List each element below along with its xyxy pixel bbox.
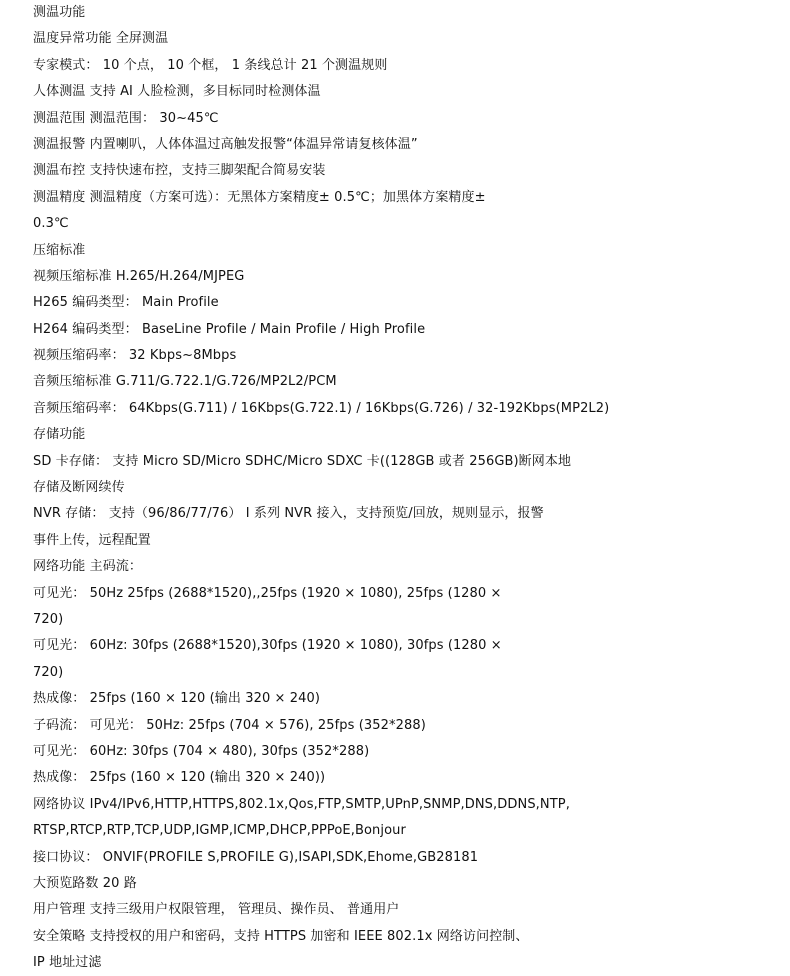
spec-line: 热成像： 25fps (160 × 120 (输出 320 × 240)) [33, 770, 326, 786]
spec-line: RTSP,RTCP,RTP,TCP,UDP,IGMP,ICMP,DHCP,PPPoE,Bonjour [33, 823, 406, 839]
spec-line: 可见光： 50Hz 25fps (2688*1520),,25fps (1920 × 1080), 25fps (1280 × [33, 585, 502, 601]
spec-line: 接口协议： ONVIF(PROFILE S,PROFILE G),ISAPI,SDK,Ehome,GB28181 [33, 849, 479, 865]
spec-line: 存储功能 [33, 427, 86, 443]
spec-line: NVR 存储： 支持（96/86/77/76） I 系列 NVR 接入，支持预览/回放，规则显示，报警 [33, 506, 544, 522]
spec-line: 大预览路数 20 路 [33, 875, 137, 891]
spec-line: SD 卡存储： 支持 Micro SD/Micro SDHC/Micro SDXC 卡((128GB 或者 256GB)断网本地 [33, 453, 572, 469]
spec-line: 压缩标准 [33, 242, 86, 258]
spec-line: 测温精度 测温精度（方案可选）：无黑体方案精度± 0.5℃；加黑体方案精度± [33, 189, 486, 205]
spec-line: 音频压缩标准 G.711/G.722.1/G.726/MP2L2/PCM [33, 374, 337, 390]
spec-line: 0.3℃ [33, 216, 69, 232]
spec-line: 720) [33, 611, 64, 627]
spec-line: 720) [33, 664, 64, 680]
spec-line: IP 地址过滤 [33, 955, 102, 971]
spec-line: 视频压缩码率： 32 Kbps~8Mbps [33, 348, 237, 364]
spec-line: H264 编码类型： BaseLine Profile / Main Profile / High Profile [33, 321, 426, 337]
spec-line: 事件上传，远程配置 [33, 532, 151, 548]
spec-line: 网络协议 IPv4/IPv6,HTTP,HTTPS,802.1x,Qos,FTP,SMTP,UPnP,SNMP,DNS,DDNS,NTP, [33, 796, 570, 812]
spec-line: 存储及断网续传 [33, 480, 125, 496]
spec-line: 视频压缩标准 H.265/H.264/MJPEG [33, 268, 245, 284]
spec-document [33, 0, 773, 976]
spec-line: 测温范围 测温范围： 30~45℃ [33, 110, 219, 126]
spec-line: 测温功能 [33, 5, 86, 20]
spec-line: 热成像： 25fps (160 × 120 (输出 320 × 240) [33, 691, 321, 707]
spec-line: 专家模式： 10 个点， 10 个框， 1 条线总计 21 个测温规则 [33, 57, 388, 73]
spec-line: 测温报警 内置喇叭，人体体温过高触发报警“体温异常请复核体温” [33, 136, 418, 152]
spec-line: 安全策略 支持授权的用户和密码，支持 HTTPS 加密和 IEEE 802.1x 网络访问控制、 [33, 928, 529, 944]
spec-line: 可见光： 60Hz: 30fps (704 × 480), 30fps (352*288) [33, 743, 370, 759]
spec-line: 子码流： 可见光： 50Hz: 25fps (704 × 576), 25fps (352*288) [33, 717, 426, 733]
spec-line: 可见光： 60Hz: 30fps (2688*1520),30fps (1920 × 1080), 30fps (1280 × [33, 638, 502, 654]
spec-line: H265 编码类型： Main Profile [33, 295, 219, 311]
spec-line: 温度异常功能 全屏测温 [33, 31, 169, 47]
spec-line: 人体测温 支持 AI 人脸检测，多目标同时检测体温 [33, 84, 321, 100]
spec-line: 测温布控 支持快速布控，支持三脚架配合简易安装 [33, 163, 326, 179]
spec-line: 音频压缩码率： 64Kbps(G.711) / 16Kbps(G.722.1) / 16Kbps(G.726) / 32-192Kbps(MP2L2) [33, 400, 610, 416]
spec-line: 用户管理 支持三级用户权限管理， 管理员、操作员、 普通用户 [33, 902, 400, 918]
spec-line: 网络功能 主码流： [33, 559, 143, 575]
